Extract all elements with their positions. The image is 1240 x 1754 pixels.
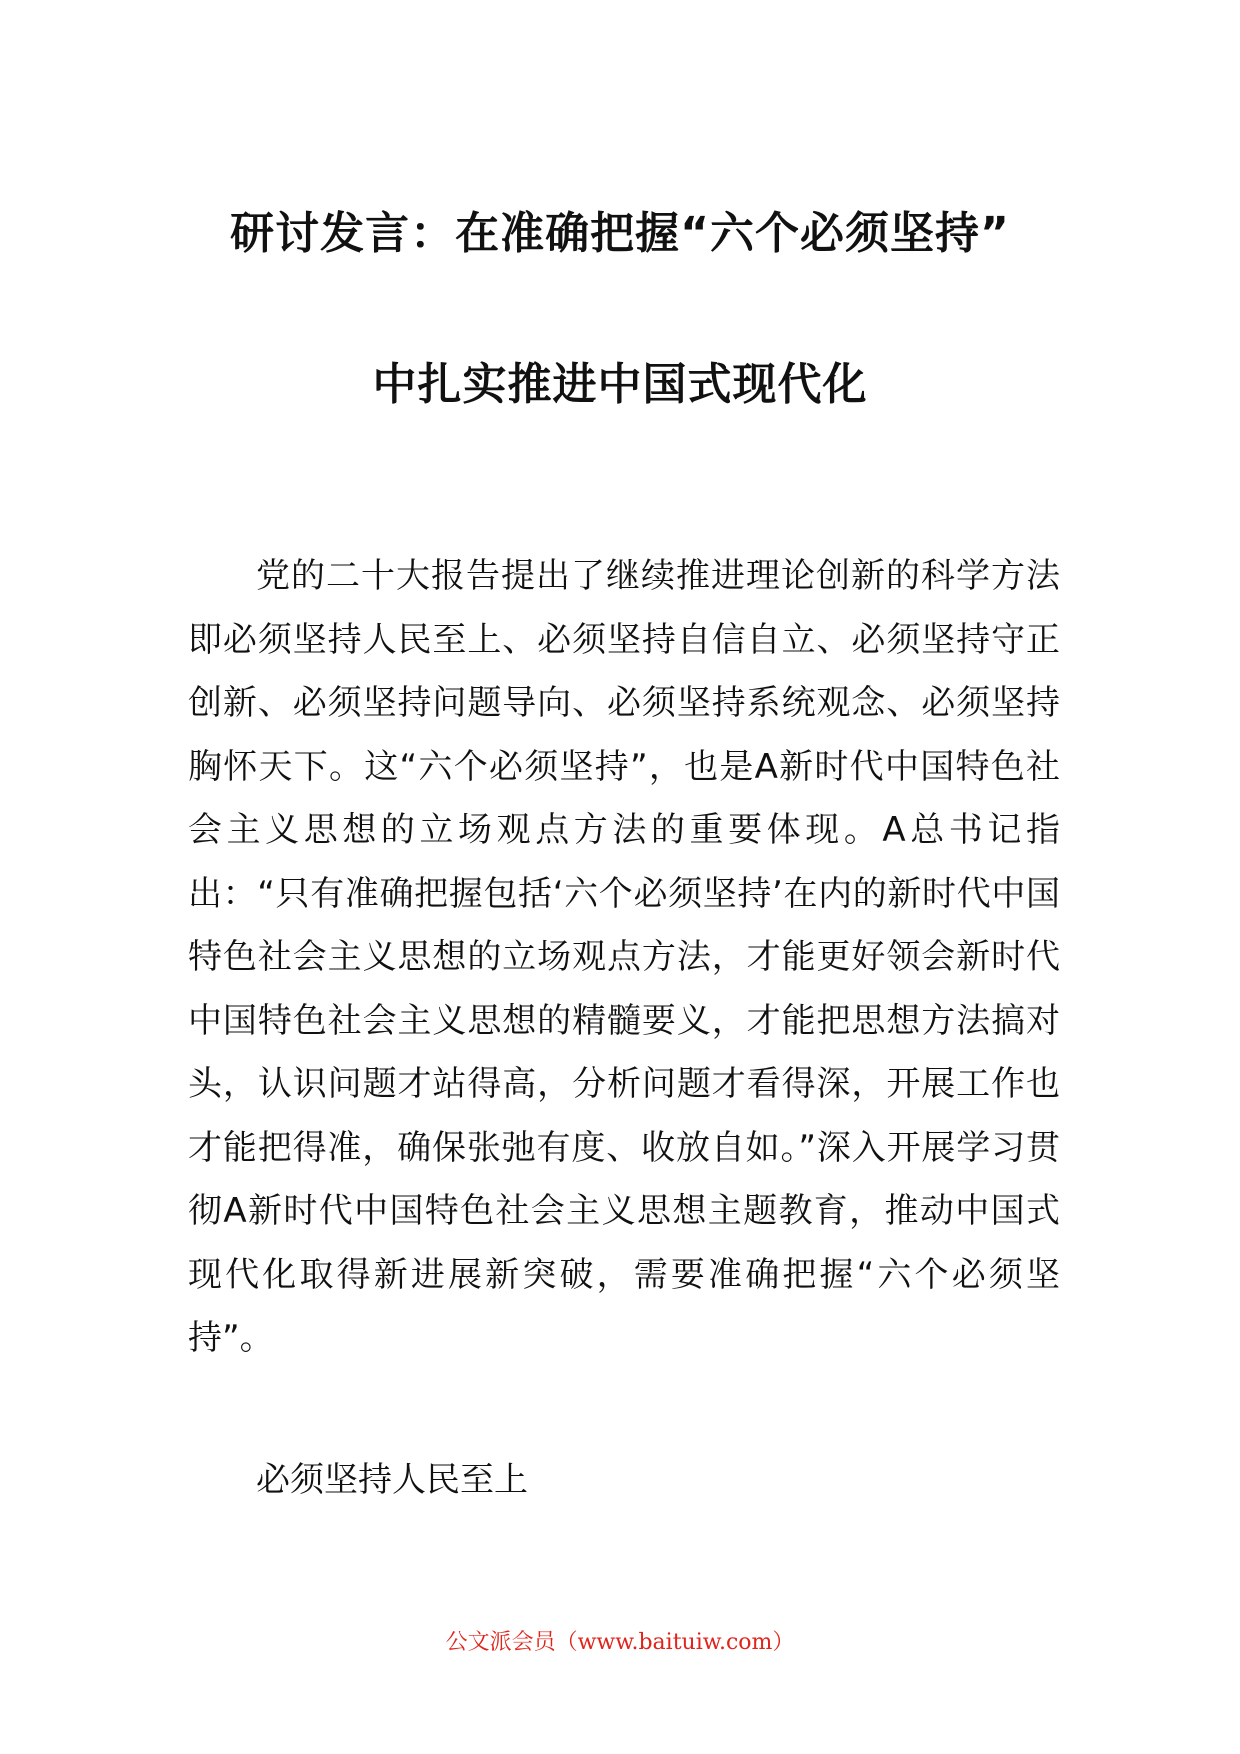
document-title-line-2: 中扎实推进中国式现代化 bbox=[372, 359, 868, 410]
body-paragraph: 党的二十大报告提出了继续推进理论创新的科学方法即必须坚持人民至上、必须坚持自信自立、必须坚持守正创新、必须坚持问题导向、必须坚持系统观念、必须坚持胸怀天下。这“六个必须坚持”，也是A新时代中国特色社会主义思想的立场观点方法的重要体现。A总书记指出：“只有准确把握包括‘六个必须坚持’在内的新时代中国特色社会主义思想的立场观点方法，才能更好领会新时代中国特色社会主义思想的精髓要义，才能把思想方法搞对头，认识问题才站得高，分析问题才看得深，开展工作也才能把得准，确保张弛有度、收放自如。”深入开展学习贯彻A新时代中国特色社会主义思想主题教育，推动中国式现代化取得新进展新突破，需要准确把握“六个必须坚持”。 bbox=[188, 556, 1060, 1358]
section-heading: 必须坚持人民至上 bbox=[256, 1460, 528, 1500]
document-title-line-1: 研讨发言：在准确把握“六个必须坚持” bbox=[230, 208, 1010, 259]
footer-watermark: 公文派会员（www.baituiw.com） bbox=[445, 1630, 795, 1655]
